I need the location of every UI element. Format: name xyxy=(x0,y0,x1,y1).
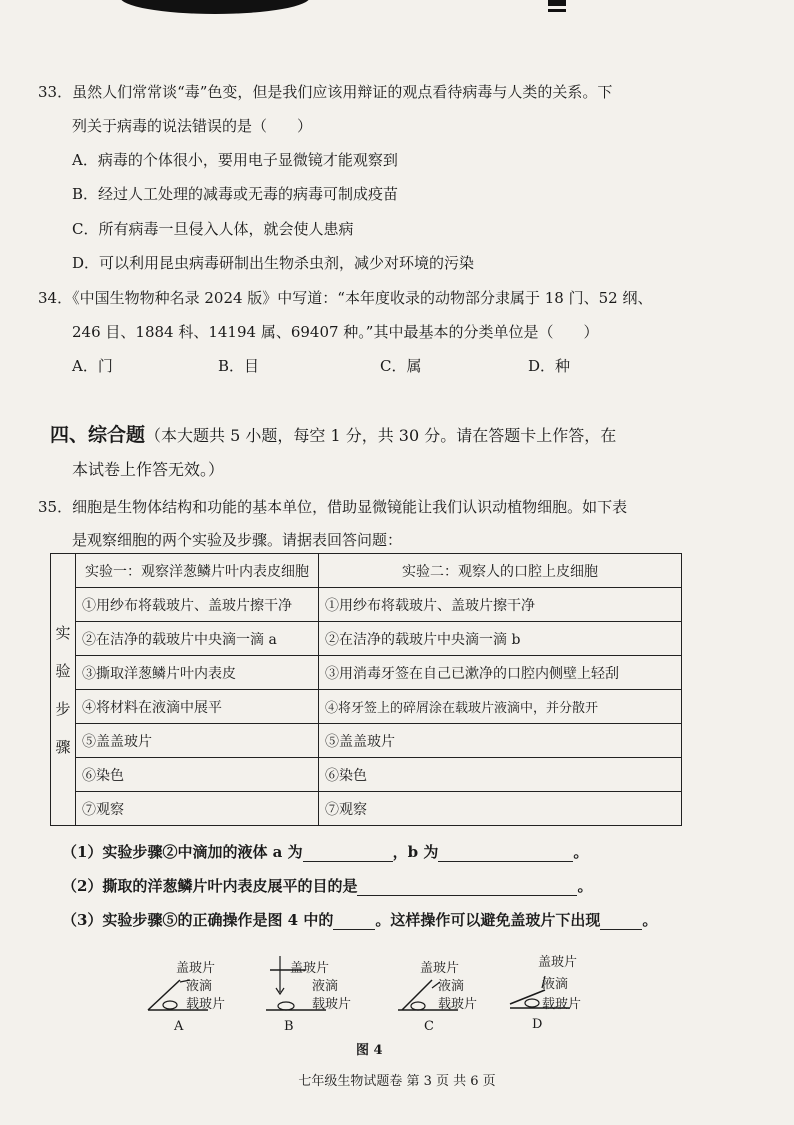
table-cell: ③用消毒牙签在自己已漱净的口腔内侧壁上轻刮 xyxy=(319,656,682,690)
option-letter: A xyxy=(174,1019,184,1034)
table-row xyxy=(51,588,682,622)
page-top-edge xyxy=(0,0,794,18)
page-footer: 七年级生物试题卷 第 3 页 共 6 页 xyxy=(298,1074,496,1089)
q33-option-b: B．经过人工处理的减毒或无毒的病毒可制成疫苗 xyxy=(72,185,399,203)
table-header-exp1: 实验一：观察洋葱鳞片叶内表皮细胞 xyxy=(76,554,319,588)
label-drop: 液滴 xyxy=(542,977,569,992)
table-cell: ⑦观察 xyxy=(319,792,682,826)
answer-blank[interactable] xyxy=(357,895,577,896)
figure-option-d xyxy=(510,954,581,1032)
q33-stem-line1: 33．虽然人们常常谈“毒”色变，但是我们应该用辩证的观点看待病毒与人类的关系。下 xyxy=(38,83,613,101)
table-row xyxy=(51,622,682,656)
scan-artifact xyxy=(120,0,310,14)
table-row xyxy=(51,792,682,826)
table-cell: ⑥染色 xyxy=(76,758,319,792)
option-letter: C xyxy=(424,1019,434,1034)
q34-option-d: D．种 xyxy=(528,357,571,375)
section-title: 四、综合题 xyxy=(50,424,146,446)
answer-blank[interactable] xyxy=(438,861,573,862)
table-header-exp2: 实验二：观察人的口腔上皮细胞 xyxy=(319,554,682,588)
table-cell: ⑦观察 xyxy=(76,792,319,826)
q35-stem-line1: 35．细胞是生物体结构和功能的基本单位，借助显微镜能让我们认识动植物细胞。如下表 xyxy=(38,498,628,516)
q33-option-a: A．病毒的个体很小，要用电子显微镜才能观察到 xyxy=(72,151,398,169)
label-slide: 载玻片 xyxy=(312,997,352,1012)
q34-option-c: C．属 xyxy=(380,357,422,375)
label-cover-glass: 盖玻片 xyxy=(538,955,578,970)
q35-stem-line2: 是观察细胞的两个实验及步骤。请据表回答问题： xyxy=(72,531,403,549)
table-side-label: 实 验 步 骤 xyxy=(51,554,76,826)
section-note: （本大题共 5 小题，每空 1 分，共 30 分。请在答题卡上作答，在 xyxy=(145,426,617,445)
table-row xyxy=(51,690,682,724)
experiment-steps-table xyxy=(50,553,682,826)
table-header-row xyxy=(51,554,682,588)
q34-stem-line2: 246 目、1884 科、14194 属、69407 种。”其中最基本的分类单位是（ ） xyxy=(72,323,599,341)
q35-sub2: （2）撕取的洋葱鳞片叶内表皮展平的目的是 。 xyxy=(62,877,593,895)
scan-artifact xyxy=(548,9,566,12)
table-cell: ④将材料在液滴中展平 xyxy=(76,690,319,724)
label-cover-glass: 盖玻片 xyxy=(176,961,216,976)
answer-blank[interactable] xyxy=(600,929,642,930)
answer-blank[interactable] xyxy=(303,861,393,862)
figure-caption: 图 4 xyxy=(356,1043,383,1058)
figure-option-c xyxy=(398,960,477,1034)
figure-4-diagram xyxy=(140,948,620,1058)
label-drop: 液滴 xyxy=(438,979,465,994)
table-cell: ⑤盖盖玻片 xyxy=(76,724,319,758)
q33-stem-line2: 列关于病毒的说法错误的是（ ） xyxy=(72,117,313,135)
label-drop: 液滴 xyxy=(186,979,213,994)
table-cell: ②在洁净的载玻片中央滴一滴 b xyxy=(319,622,682,656)
q35-sub1: （1）实验步骤②中滴加的液体 a 为 ，b 为 。 xyxy=(62,843,589,861)
section-heading xyxy=(50,425,616,446)
table-cell: ①用纱布将载玻片、盖玻片擦干净 xyxy=(319,588,682,622)
label-drop: 液滴 xyxy=(312,979,339,994)
option-letter: B xyxy=(284,1019,294,1034)
table-row xyxy=(51,758,682,792)
q33-option-d: D．可以利用昆虫病毒研制出生物杀虫剂，减少对环境的污染 xyxy=(72,254,475,272)
table-cell: ②在洁净的载玻片中央滴一滴 a xyxy=(76,622,319,656)
table-cell: ⑥染色 xyxy=(319,758,682,792)
q35-sub3: （3）实验步骤⑤的正确操作是图 4 中的 。这样操作可以避免盖玻片下出现 。 xyxy=(62,911,658,929)
table-row xyxy=(51,724,682,758)
label-slide: 载玻片 xyxy=(438,997,478,1012)
option-letter: D xyxy=(532,1017,543,1032)
table-cell: ①用纱布将载玻片、盖玻片擦干净 xyxy=(76,588,319,622)
table-cell: ③撕取洋葱鳞片叶内表皮 xyxy=(76,656,319,690)
table-row xyxy=(51,656,682,690)
q34-option-b: B．目 xyxy=(218,357,260,375)
q33-option-c: C．所有病毒一旦侵入人体，就会使人患病 xyxy=(72,220,354,238)
label-slide: 载玻片 xyxy=(186,997,226,1012)
figure-option-b xyxy=(266,956,351,1034)
q34-stem-line1: 34．《中国生物物种名录 2024 版》中写道：“本年度收录的动物部分隶属于 18 门、52 纲、 xyxy=(38,289,653,307)
q34-option-a: A．门 xyxy=(72,357,113,375)
answer-blank[interactable] xyxy=(333,929,375,930)
table-cell: ④将牙签上的碎屑涂在载玻片液滴中，并分散开 xyxy=(319,690,682,724)
label-cover-glass: 盖玻片 xyxy=(290,961,330,976)
section-note-line2: 本试卷上作答无效。） xyxy=(72,460,225,479)
scan-artifact xyxy=(548,0,566,6)
label-cover-glass: 盖玻片 xyxy=(420,961,460,976)
figure-option-a xyxy=(148,960,225,1034)
table-cell: ⑤盖盖玻片 xyxy=(319,724,682,758)
label-slide: 载玻片 xyxy=(542,997,582,1012)
